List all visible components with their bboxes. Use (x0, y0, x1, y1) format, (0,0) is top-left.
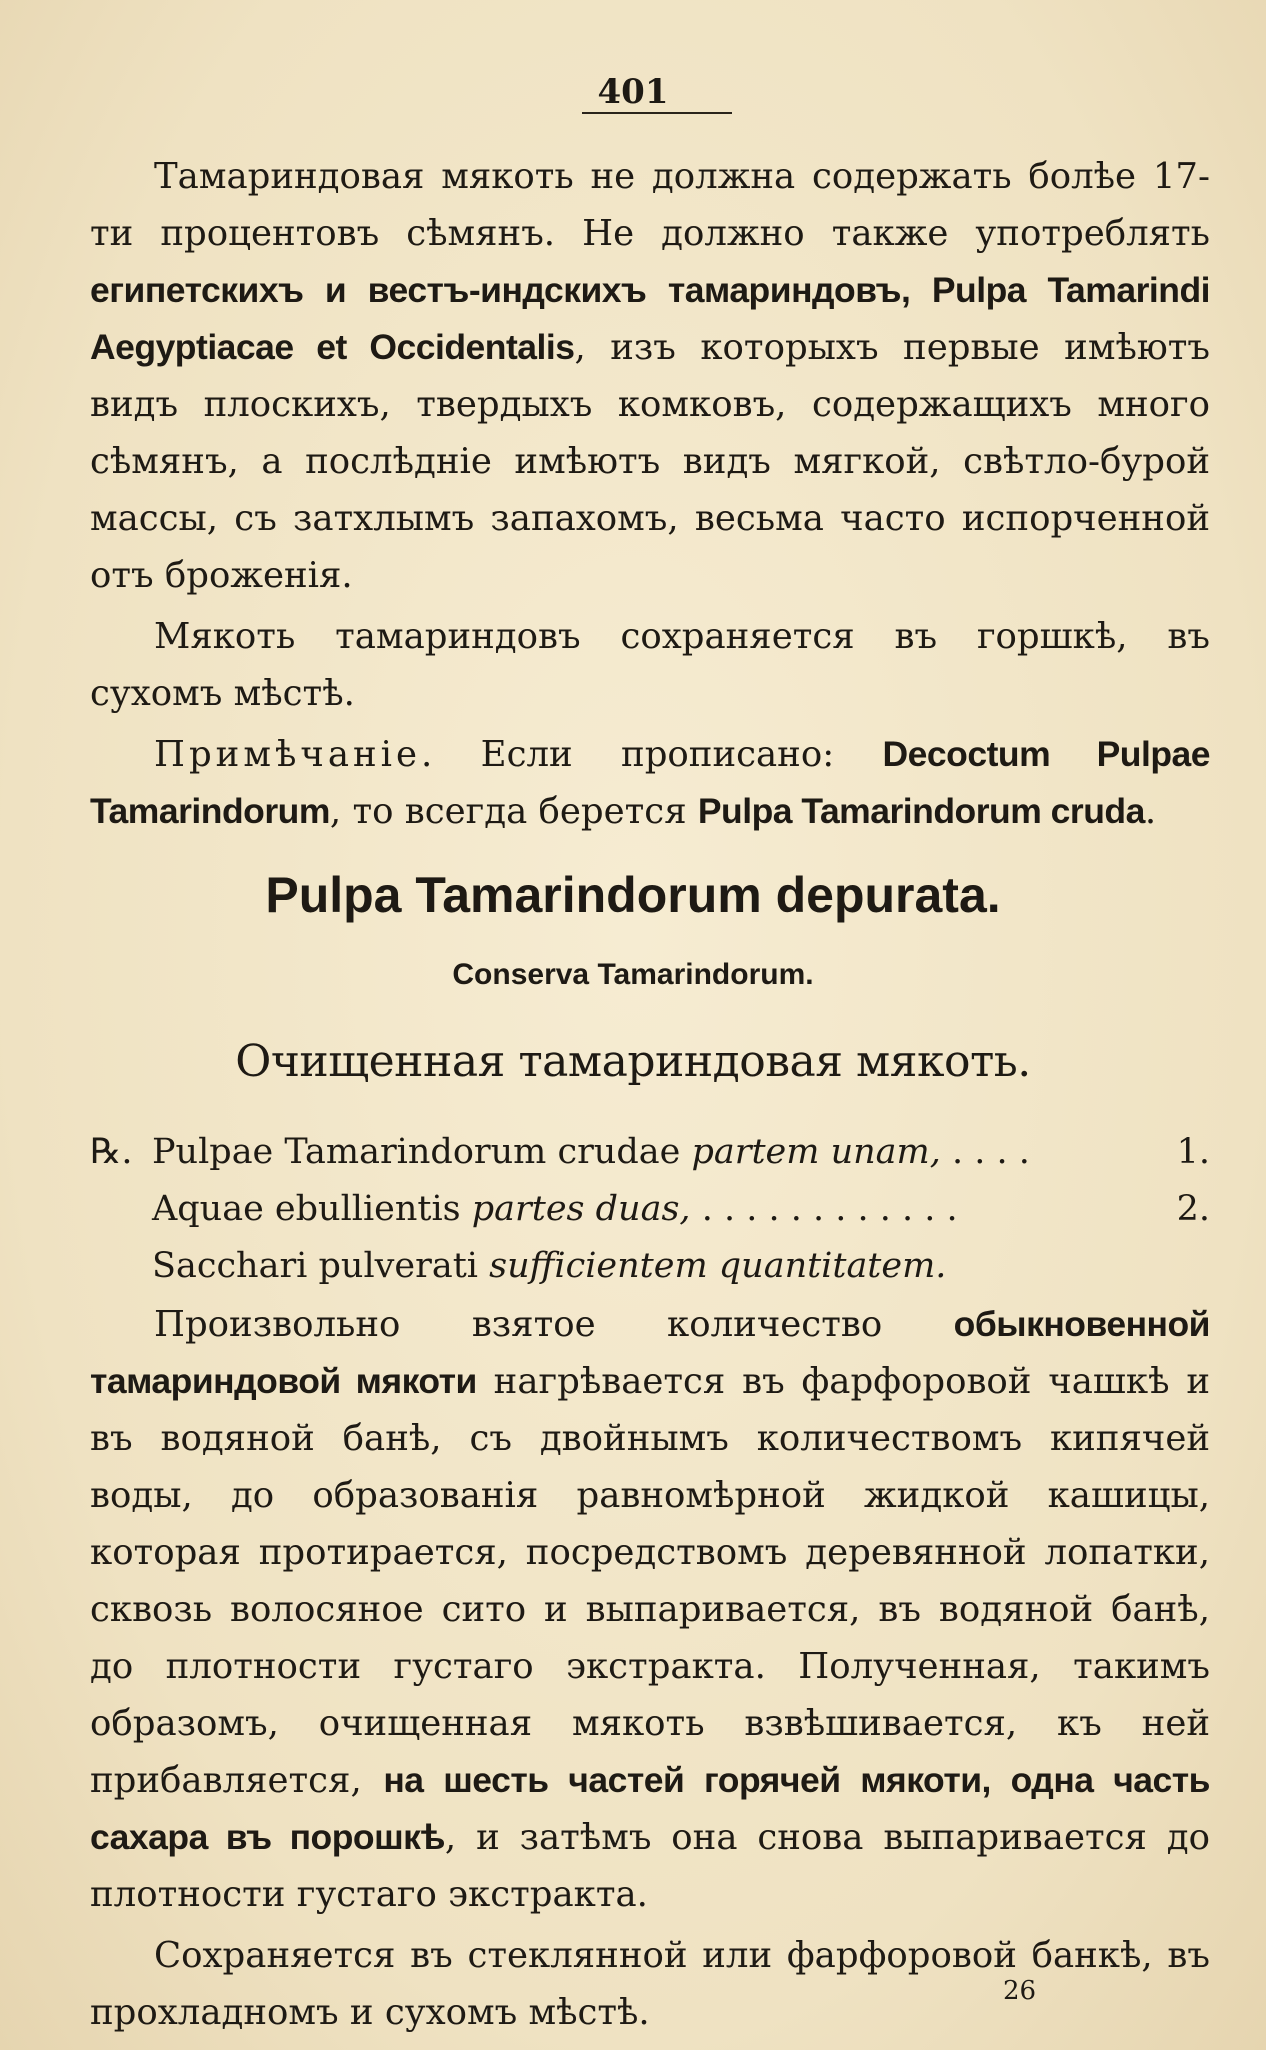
paragraph-storage (90, 608, 1210, 722)
text-run: Произвольно взятое количество (154, 1304, 954, 1345)
text-run: , то всегда берется (329, 791, 698, 832)
page-number: 401 (597, 72, 669, 112)
page-number-rule (582, 112, 732, 114)
text-run: , и затѣмъ она снова выпаривается до плотности густаго экстракта. (90, 1817, 1211, 1915)
ingredient-quantity: 1. (1176, 1132, 1210, 1172)
rx-symbol: ℞. (90, 1132, 133, 1172)
bottom-text-block (90, 1296, 1210, 2041)
text-run: . (1144, 791, 1157, 832)
ingredient-amount: partem unam, (691, 1132, 941, 1172)
ingredient-name: Aquae ebullientis (152, 1189, 472, 1229)
text-run-bold: египетскихъ и вестъ-индскихъ тамариндовъ, Pulpa Tamarindi Aegyptiacae et Occidentalis (90, 270, 1210, 367)
dot-leader: . . . . . . . . . . . . (690, 1189, 958, 1229)
text-run-bold: обыкновенной тамариндовой мякоти (90, 1304, 1210, 1401)
recipe-line (90, 1124, 1210, 1181)
section-heading-latin: Pulpa Tamarindorum depurata. (265, 867, 1001, 923)
recipe-line (90, 1238, 1210, 1295)
text-run: Мякоть тамариндовъ сохраняется въ горшкѣ, въ сухомъ мѣстѣ. (90, 616, 1210, 714)
recipe-ingredient (152, 1124, 1030, 1181)
signature-mark: 26 (1003, 1976, 1037, 2006)
text-run: . Если прописано: (421, 734, 883, 775)
top-text-block (90, 148, 1210, 840)
paragraph-note (90, 726, 1210, 840)
text-run: Тамариндовая мякоть не должна содержать болѣе 17-ти процентовъ сѣмянъ. Не должно также употреблять (90, 156, 1210, 254)
ingredient-amount: partes duas, (471, 1189, 691, 1229)
recipe-line (90, 1181, 1210, 1238)
section-heading-synonym: Conserva Tamarindorum. (452, 958, 814, 991)
paragraph-quality (90, 148, 1210, 604)
recipe-ingredient (152, 1181, 958, 1238)
ingredient-name: Pulpae Tamarindorum crudae (152, 1132, 692, 1172)
text-run: Сохраняется въ стеклянной или фарфоровой банкѣ, въ прохладномъ и сухомъ мѣстѣ. (90, 1935, 1210, 2033)
ingredient-amount: sufficientem quantitatem. (489, 1246, 947, 1286)
dot-leader: . . . . (940, 1132, 1030, 1172)
text-run-bold: Decoctum Pulpae Tamarindorum (90, 734, 1210, 831)
ingredient-name: Sacchari pulverati (152, 1246, 490, 1286)
text-run: , изъ которыхъ первые имѣютъ видъ плоскихъ, твердыхъ комковъ, содержащихъ много сѣмянъ, а послѣдніе имѣютъ видъ мягкой, свѣтло-бурой массы, съ затхлымъ запахомъ, весьма часто испорченной отъ броженія. (90, 327, 1210, 596)
text-run: нагрѣвается въ фарфоровой чашкѣ и въ водяной банѣ, съ двойнымъ количествомъ кипячей воды, до образованія равномѣрной жидкой кашицы, которая протирается, посредствомъ деревянной лопатки, сквозь волосяное сито и выпаривается, въ водяной банѣ, до плотности густаго экстракта. Полученная, такимъ образомъ, очищенная мякоть взвѣшивается, къ ней прибавляется, (90, 1361, 1210, 1801)
note-label: Примѣчаніе (154, 734, 422, 775)
ingredient-quantity: 2. (1176, 1189, 1210, 1229)
paragraph-preparation (90, 1296, 1210, 1923)
recipe-ingredient (152, 1238, 946, 1295)
text-run-bold: Pulpa Tamarindorum cruda (697, 791, 1145, 831)
paragraph-storage (90, 1927, 1210, 2041)
text-run-bold: на шесть частей горячей мякоти, одна часть сахара въ порошкѣ (90, 1760, 1211, 1857)
section-heading-russian: Очищенная тамариндовая мякоть. (235, 1036, 1031, 1087)
recipe-block (90, 1124, 1210, 1295)
